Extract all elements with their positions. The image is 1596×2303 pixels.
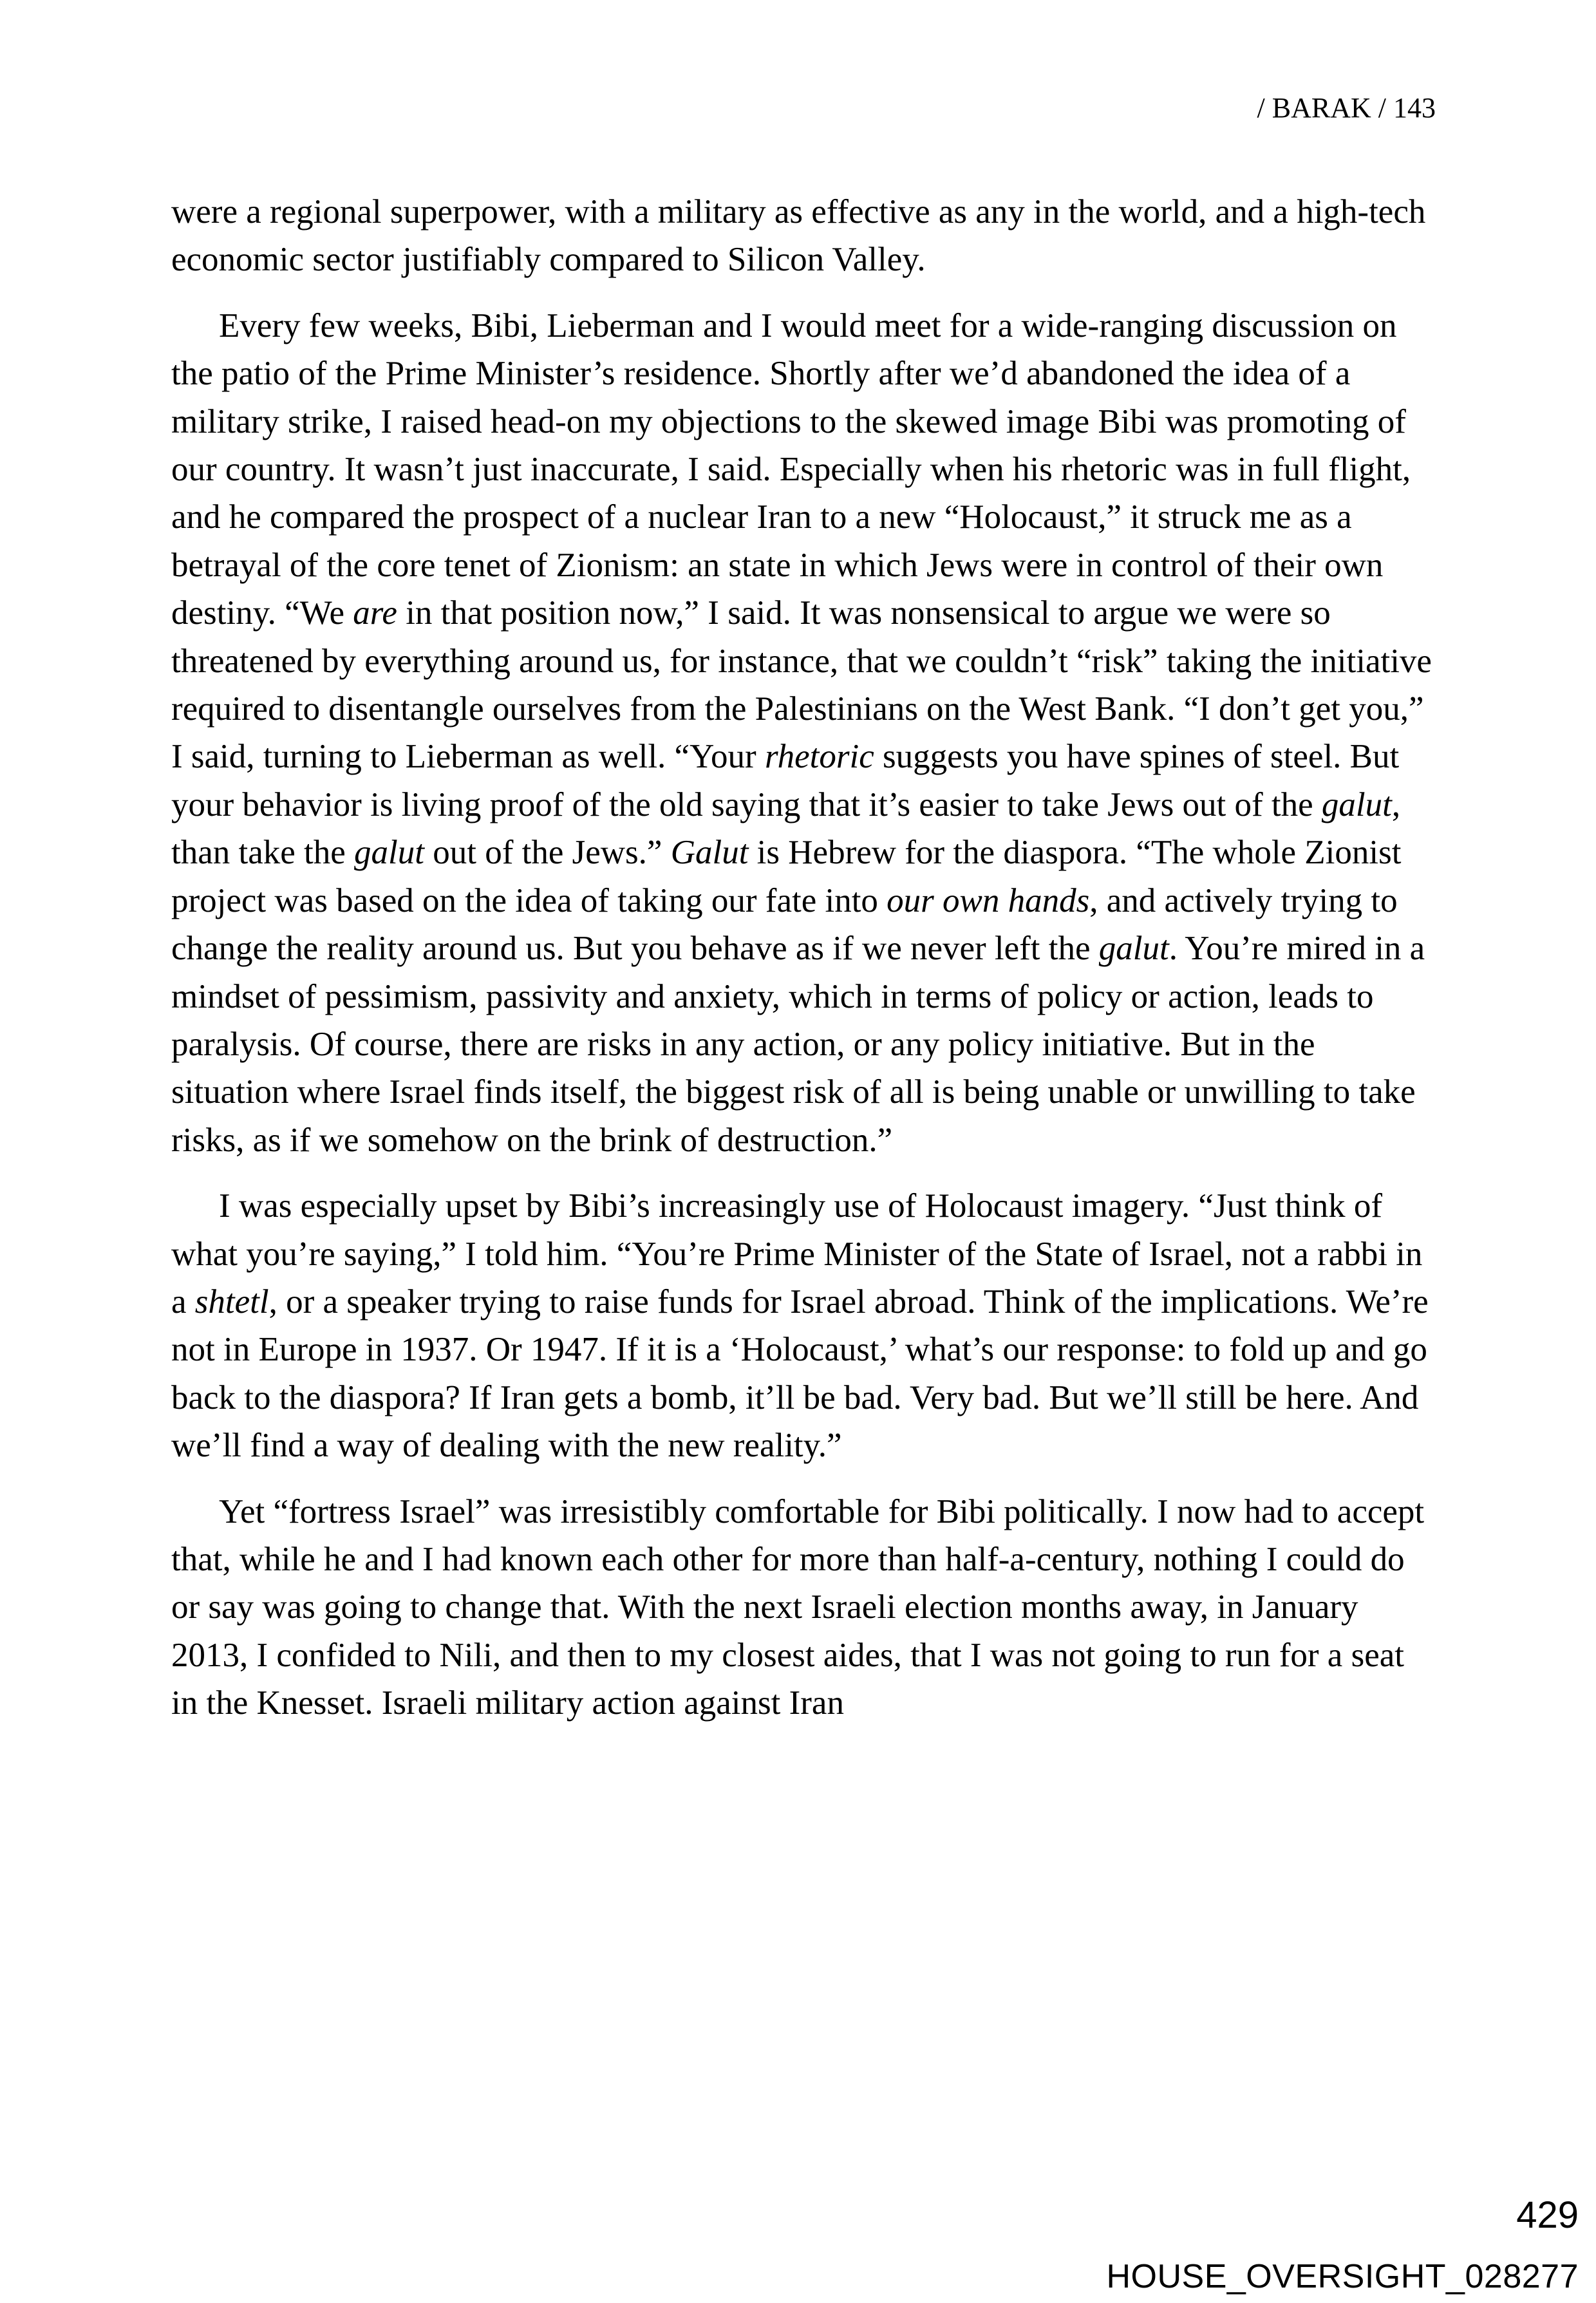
italic-text: shtetl	[194, 1283, 269, 1321]
italic-text: galut	[1321, 785, 1392, 823]
paragraph-3: I was especially upset by Bibi’s increasingly use of Holocaust imagery. “Just think of what you’re saying,” I told him. “You’re Prime Minister of the State of Israel, not a rabbi in a shtetl, or a speaker trying to raise funds for Israel abroad. Think of the implications. We’re not in Europe in 1937. Or 1947. If it is a ‘Holocaust,’ what’s our response: to fold up and go back to the diaspora? If Iran gets a bomb, it’ll be bad. Very bad. But we’ll still be here. And we’ll find a way of dealing with the new reality.”	[171, 1187, 1429, 1465]
italic-text: are	[353, 594, 397, 632]
running-header: / BARAK / 143	[1257, 92, 1436, 124]
paragraph-4: Yet “fortress Israel” was irresistibly comfortable for Bibi politically. I now had to accept that, while he and I had known each other for more than half-a-century, nothing I could do or say was going to change that. With the next Israeli election months away, in January 2013, I confided to Nili, and then to my closest aides, that I was not going to run for a seat in the Knesset. Israeli military action against Iran	[171, 1492, 1425, 1722]
page-number: 429	[1516, 2194, 1579, 2236]
italic-text: our own hands	[887, 881, 1090, 919]
italic-text: Galut	[670, 834, 749, 872]
italic-text: galut	[1098, 930, 1169, 968]
bates-stamp: HOUSE_OVERSIGHT_028277	[1106, 2258, 1579, 2295]
paragraph-1: were a regional superpower, with a military as effective as any in the world, and a high-tech economic sector justifiably compared to Silicon Valley.	[171, 193, 1426, 279]
paragraph-2: Every few weeks, Bibi, Lieberman and I would meet for a wide-ranging discussion on the patio of the Prime Minister’s residence. Shortly after we’d abandoned the idea of a military strike, I raised head-on my objections to the skewed image Bibi was promoting of our country. It wasn’t just inaccurate, I said. Especially when his rhetoric was in full flight, and he compared the prospect of a nuclear Iran to a new “Holocaust,” it struck me as a betrayal of the core tenet of Zionism: an state in which Jews were in control of their own destiny. “We are in that position now,” I said. It was nonsensical to argue we were so threatened by everything around us, for instance, that we couldn’t “risk” taking the initiative required to disentangle ourselves from the Palestinians on the West Bank. “I don’t get you,” I said, turning to Lieberman as well. “Your rhetoric suggests you have spines of steel. But your behavior is living proof of the old saying that it’s easier to take Jews out of the galut, than take the galut out of the Jews.” Galut is Hebrew for the diaspora. “The whole Zionist project was based on the idea of taking our fate into our own hands, and actively trying to change the reality around us. But you behave as if we never left the galut. You’re mired in a mindset of pessimism, passivity and anxiety, which in terms of policy or action, leads to paralysis. Of course, there are risks in any action, or any policy initiative. But in the situation where Israel finds itself, the biggest risk of all is being unable or unwilling to take risks, as if we somehow on the brink of destruction.”	[171, 306, 1432, 1159]
italic-text: rhetoric	[764, 738, 874, 776]
body-text	[171, 188, 1433, 1745]
italic-text: galut	[354, 834, 424, 872]
